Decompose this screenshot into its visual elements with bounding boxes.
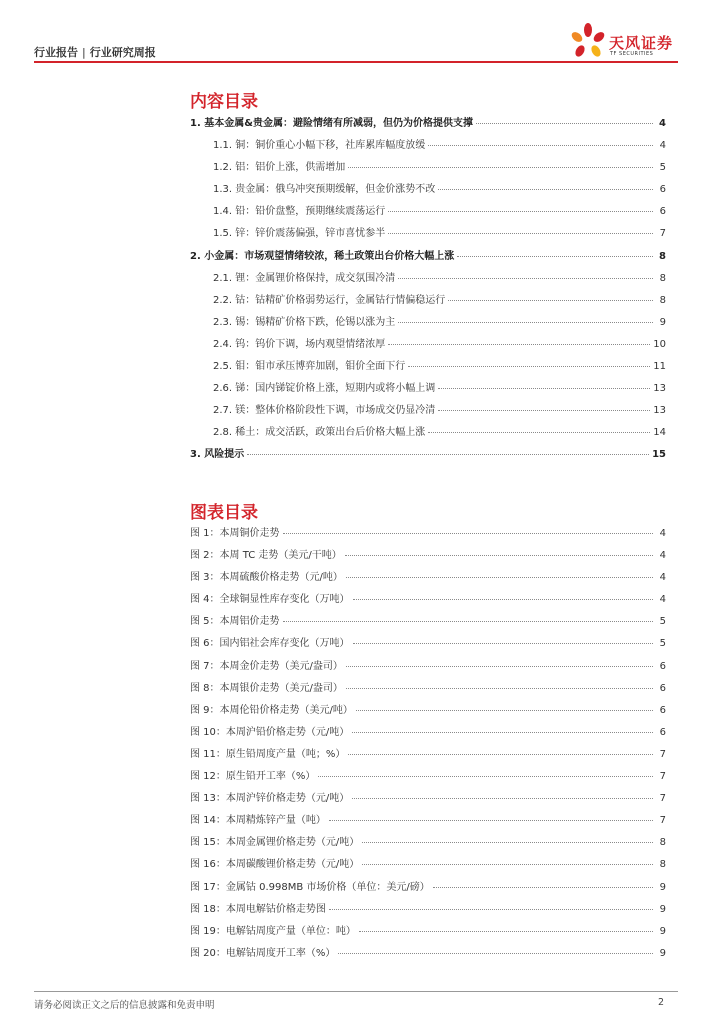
toc-entry[interactable] xyxy=(190,922,666,944)
toc-entry[interactable] xyxy=(190,136,666,158)
toc-entry[interactable] xyxy=(190,679,666,701)
toc-entry-page: 6 xyxy=(659,206,666,218)
toc-entry[interactable] xyxy=(190,811,666,833)
logo-mark-icon xyxy=(568,22,608,62)
toc-entry-page: 5 xyxy=(659,616,666,628)
toc-entry[interactable] xyxy=(190,401,666,423)
toc-leader-dots xyxy=(329,819,653,821)
toc-entry[interactable] xyxy=(190,158,666,180)
toc-leader-dots xyxy=(359,930,653,932)
toc-entry-page: 11 xyxy=(653,361,666,373)
toc-leader-dots xyxy=(348,753,653,755)
toc-entry[interactable] xyxy=(190,180,666,202)
toc-entry-title: 3. 风险提示 xyxy=(190,449,245,461)
toc-entry-title: 2.3. 锡：锡精矿价格下跌，伦锡以涨为主 xyxy=(213,316,396,328)
toc-entry-title: 图 9：本周伦铅价格走势（美元/吨） xyxy=(190,704,353,716)
toc-entry-title: 图 16：本周碳酸锂价格走势（元/吨） xyxy=(190,859,360,871)
toc-entry-title: 1.2. 铝：铝价上涨，供需增加 xyxy=(213,162,346,174)
toc-entry-title: 1.3. 贵金属：俄乌冲突预期缓解，但金价涨势不改 xyxy=(213,184,436,196)
toc-entry[interactable] xyxy=(190,789,666,811)
toc-entry[interactable] xyxy=(190,546,666,568)
toc-entry[interactable] xyxy=(190,590,666,612)
toc-entry-page: 13 xyxy=(653,383,666,395)
header-subcategory: 行业研究周报 xyxy=(89,46,156,59)
toc-leader-dots xyxy=(428,144,653,146)
toc-entry-page: 10 xyxy=(653,338,666,350)
toc-leader-dots xyxy=(352,731,653,733)
toc-leader-dots xyxy=(362,863,653,865)
toc-entry-page: 9 xyxy=(659,925,666,937)
toc-entry-title: 2.1. 锂：金属锂价格保持，成交氛围冷清 xyxy=(213,272,396,284)
header-separator: | xyxy=(82,46,86,59)
toc-entry[interactable] xyxy=(190,723,666,745)
toc-entry-title: 图 20：电解钴周度开工率（%） xyxy=(190,947,336,959)
toc-entry-page: 7 xyxy=(659,228,666,240)
toc-leader-dots xyxy=(428,431,650,433)
toc-entry-page: 8 xyxy=(659,859,666,871)
toc-entry[interactable] xyxy=(190,745,666,767)
toc-entry-title: 图 5：本周铝价走势 xyxy=(190,616,280,628)
toc-leader-dots xyxy=(345,554,653,556)
toc-leader-dots xyxy=(318,775,653,777)
toc-entry[interactable] xyxy=(190,313,666,335)
toc-leader-dots xyxy=(438,188,653,190)
toc-leader-dots xyxy=(438,409,650,411)
toc-entry[interactable] xyxy=(190,291,666,313)
toc-entry[interactable] xyxy=(190,247,666,269)
toc-entry[interactable] xyxy=(190,634,666,656)
toc-entry-title: 2.8. 稀土：成交活跃，政策出台后价格大幅上涨 xyxy=(213,427,426,439)
contents-title: 内容目录 xyxy=(190,92,258,112)
toc-leader-dots xyxy=(356,709,653,711)
toc-entry-page: 13 xyxy=(653,405,666,417)
toc-entry-title: 2.5. 钼：钼市承压博弈加剧，钼价全面下行 xyxy=(213,361,406,373)
toc-leader-dots xyxy=(338,952,653,954)
figures-list xyxy=(190,524,666,966)
toc-entry[interactable] xyxy=(190,833,666,855)
toc-leader-dots xyxy=(346,576,653,578)
toc-entry-title: 图 7：本周金价走势（美元/盎司） xyxy=(190,660,343,672)
toc-entry[interactable] xyxy=(190,944,666,966)
toc-leader-dots xyxy=(476,122,653,124)
toc-entry[interactable] xyxy=(190,878,666,900)
company-logo xyxy=(568,22,678,62)
toc-entry-title: 图 15：本周金属锂价格走势（元/吨） xyxy=(190,837,360,849)
toc-leader-dots xyxy=(247,453,649,455)
toc-leader-dots xyxy=(352,797,653,799)
toc-entry-title: 2.7. 镁：整体价格阶段性下调，市场成交仍显冷清 xyxy=(213,405,436,417)
toc-entry-page: 6 xyxy=(659,660,666,672)
toc-entry-page: 4 xyxy=(659,594,666,606)
toc-entry[interactable] xyxy=(190,900,666,922)
toc-leader-dots xyxy=(438,387,650,389)
toc-entry-title: 图 8：本周银价走势（美元/盎司） xyxy=(190,682,343,694)
toc-entry-page: 5 xyxy=(659,162,666,174)
toc-entry-title: 1.5. 锌：锌价震荡偏强，锌市喜忧参半 xyxy=(213,228,386,240)
toc-entry-page: 8 xyxy=(659,294,666,306)
header-category: 行业报告 xyxy=(34,46,78,59)
toc-entry-page: 15 xyxy=(652,449,666,461)
toc-leader-dots xyxy=(388,232,653,234)
toc-entry-page: 14 xyxy=(653,427,666,439)
toc-entry-title: 图 17：金属钴 0.998MB 市场价格（单位：美元/磅） xyxy=(190,881,430,893)
toc-entry-title: 图 3：本周硫酸价格走势（元/吨） xyxy=(190,572,343,584)
toc-leader-dots xyxy=(353,598,653,600)
toc-leader-dots xyxy=(346,665,653,667)
toc-leader-dots xyxy=(388,343,650,345)
toc-leader-dots xyxy=(283,620,653,622)
toc-entry-page: 8 xyxy=(659,250,666,262)
toc-entry-title: 图 4：全球铜显性库存变化（万吨） xyxy=(190,594,350,606)
toc-entry-page: 4 xyxy=(659,528,666,539)
toc-entry-page: 6 xyxy=(659,704,666,716)
logo-name-en: TF SECURITIES xyxy=(610,51,654,57)
toc-leader-dots xyxy=(457,255,653,257)
toc-entry[interactable] xyxy=(190,335,666,357)
toc-entry-page: 4 xyxy=(659,118,666,129)
toc-entry-title: 图 19：电解钴周度产量（单位：吨） xyxy=(190,925,356,937)
toc-entry[interactable] xyxy=(190,224,666,246)
toc-entry[interactable] xyxy=(190,568,666,590)
toc-entry[interactable] xyxy=(190,612,666,634)
toc-leader-dots xyxy=(346,687,653,689)
toc-entry-page: 6 xyxy=(659,682,666,694)
toc-entry-page: 4 xyxy=(659,572,666,584)
toc-entry-title: 图 11：原生铅周度产量（吨；%） xyxy=(190,748,346,760)
toc-entry-title: 2.4. 钨：钨价下调，场内观望情绪浓厚 xyxy=(213,338,386,350)
toc-entry-page: 8 xyxy=(659,837,666,849)
header-rule xyxy=(34,61,678,63)
report-header xyxy=(34,44,156,60)
toc-leader-dots xyxy=(329,908,653,910)
toc-entry-title: 1. 基本金属&贵金属：避险情绪有所减弱，但仍为价格提供支撑 xyxy=(190,118,473,129)
page-number: 2 xyxy=(657,997,664,1008)
toc-entry-page: 6 xyxy=(659,726,666,738)
toc-entry-title: 图 13：本周沪锌价格走势（元/吨） xyxy=(190,793,350,805)
toc-entry-page: 9 xyxy=(659,881,666,893)
toc-entry[interactable] xyxy=(190,524,666,546)
toc-leader-dots xyxy=(353,642,653,644)
toc-leader-dots xyxy=(433,886,653,888)
toc-entry-title: 图 14：本周精炼锌产量（吨） xyxy=(190,815,326,827)
toc-leader-dots xyxy=(398,277,653,279)
toc-entry-title: 1.4. 铅：铅价盘整，预期继续震荡运行 xyxy=(213,206,386,218)
toc-entry-title: 2.2. 钴：钴精矿价格弱势运行，金属钴行情偏稳运行 xyxy=(213,294,446,306)
toc-entry-title: 图 12：原生铅开工率（%） xyxy=(190,771,316,783)
contents-list xyxy=(190,114,666,468)
toc-entry[interactable] xyxy=(190,767,666,789)
toc-entry-page: 7 xyxy=(659,793,666,805)
toc-entry-title: 图 6：国内铝社会库存变化（万吨） xyxy=(190,638,350,650)
toc-leader-dots xyxy=(388,210,653,212)
toc-entry-page: 9 xyxy=(659,903,666,915)
toc-leader-dots xyxy=(348,166,653,168)
footer-rule xyxy=(34,991,678,992)
toc-entry-page: 8 xyxy=(659,272,666,284)
toc-entry[interactable] xyxy=(190,423,666,445)
toc-entry-page: 4 xyxy=(659,140,666,152)
toc-entry-title: 图 18：本周电解钴价格走势图 xyxy=(190,903,326,915)
toc-leader-dots xyxy=(448,299,653,301)
toc-entry-page: 9 xyxy=(659,316,666,328)
toc-entry-title: 图 10：本周沪铅价格走势（元/吨） xyxy=(190,726,350,738)
figures-title: 图表目录 xyxy=(190,503,258,523)
toc-entry-title: 1.1. 铜：铜价重心小幅下移，社库累库幅度放缓 xyxy=(213,140,426,152)
toc-entry[interactable] xyxy=(190,202,666,224)
toc-entry[interactable] xyxy=(190,114,666,136)
toc-entry[interactable] xyxy=(190,445,666,467)
toc-leader-dots xyxy=(408,365,650,367)
toc-entry-page: 6 xyxy=(659,184,666,196)
toc-entry[interactable] xyxy=(190,657,666,679)
toc-entry[interactable] xyxy=(190,855,666,877)
toc-entry-page: 7 xyxy=(659,815,666,827)
toc-entry[interactable] xyxy=(190,701,666,723)
toc-entry-page: 5 xyxy=(659,638,666,650)
toc-leader-dots xyxy=(362,841,653,843)
toc-entry-page: 7 xyxy=(659,771,666,783)
toc-entry-page: 7 xyxy=(659,748,666,760)
toc-entry-page: 4 xyxy=(659,550,666,562)
toc-entry-title: 图 1：本周铜价走势 xyxy=(190,528,280,539)
toc-entry-page: 9 xyxy=(659,947,666,959)
toc-leader-dots xyxy=(283,532,653,534)
logo-name-cn: 天风证券 xyxy=(609,34,674,52)
toc-entry-title: 2.6. 锑：国内锑锭价格上涨，短期内或将小幅上调 xyxy=(213,383,436,395)
toc-entry[interactable] xyxy=(190,379,666,401)
toc-leader-dots xyxy=(398,321,653,323)
toc-entry-title: 图 2：本周 TC 走势（美元/干吨） xyxy=(190,550,342,562)
toc-entry[interactable] xyxy=(190,357,666,379)
toc-entry[interactable] xyxy=(190,269,666,291)
toc-entry-title: 2. 小金属：市场观望情绪较浓，稀土政策出台价格大幅上涨 xyxy=(190,250,455,262)
footer-disclaimer: 请务必阅读正文之后的信息披露和免责申明 xyxy=(34,1000,215,1011)
